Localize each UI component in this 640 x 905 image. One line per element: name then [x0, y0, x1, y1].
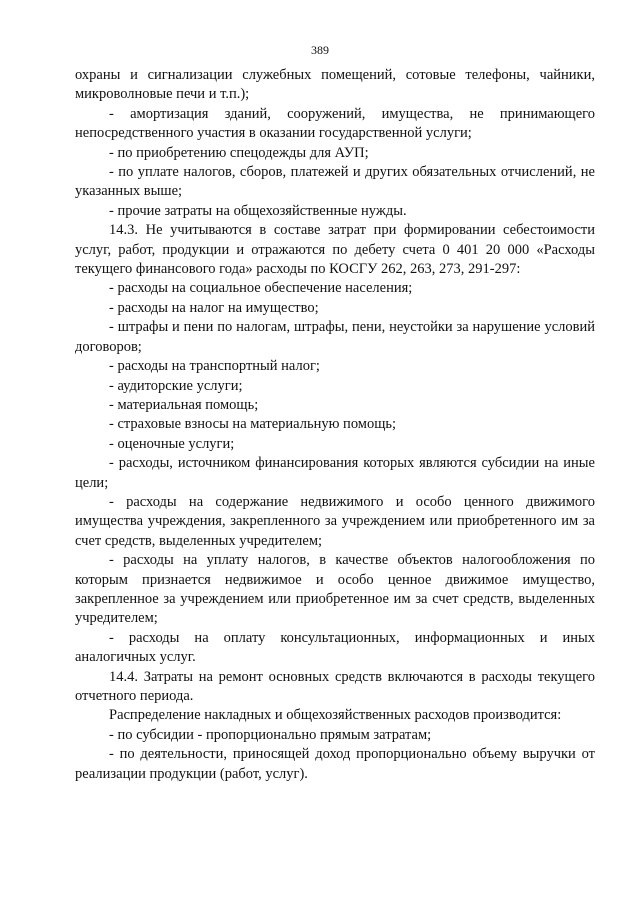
paragraph: - расходы на социальное обеспечение населения; — [109, 280, 413, 297]
paragraph: - расходы на налог на имущество; — [109, 299, 319, 316]
paragraph: - по уплате налогов, сборов, платежей и других обязательных отчислений, не указанных выше; — [75, 164, 595, 200]
paragraph: - штрафы и пени по налогам, штрафы, пени, неустойки за нарушение условий договоров; — [75, 319, 595, 355]
paragraph: - страховые взносы на материальную помощь; — [109, 416, 397, 433]
paragraph: Распределение накладных и общехозяйственных расходов производится: — [109, 707, 562, 724]
paragraph: - расходы на уплату налогов, в качестве объектов налогообложения по которым признается недвижимое и особо ценное движимое имущество, закрепленное за учреждением или приобретенное им за счет средств, выделенных учредителем; — [75, 552, 595, 627]
paragraph: - расходы на транспортный налог; — [109, 358, 320, 375]
paragraph: - аудиторские услуги; — [109, 377, 243, 394]
paragraph: - оценочные услуги; — [109, 435, 235, 452]
page-number: 389 — [311, 43, 329, 57]
section-14-3-paragraph: 14.3. Не учитываются в составе затрат при формировании себестоимости услуг, работ, продукции и отражаются по дебету счета 0 401 20 000 «Расходы текущего финансового года» расходы по КОСГУ 262, 263, 273, 291-297: — [75, 222, 595, 278]
paragraph: - расходы, источником финансирования которых являются субсидии на иные цели; — [75, 455, 595, 491]
paragraph: охраны и сигнализации служебных помещений, сотовые телефоны, чайники, микроволновые печи и т.п.); — [75, 67, 595, 103]
paragraph: - амортизация зданий, сооружений, имущества, не принимающего непосредственного участия в оказании государственной услуги; — [75, 105, 595, 142]
paragraph: - расходы на содержание недвижимого и особо ценного движимого имущества учреждения, закрепленного за учреждением или приобретенного им за счет средств, выделенных учредителем; — [75, 493, 595, 549]
paragraph: - по приобретению спецодежды для АУП; — [109, 144, 369, 161]
paragraph: - по субсидии - пропорционально прямым затратам; — [109, 726, 432, 743]
paragraph: - материальная помощь; — [109, 396, 259, 413]
paragraph: - расходы на оплату консультационных, информационных и иных аналогичных услуг. — [75, 629, 595, 666]
paragraph: - прочие затраты на общехозяйственные нужды. — [109, 202, 407, 219]
section-14-4-paragraph: 14.4. Затраты на ремонт основных средств включаются в расходы текущего отчетного периода. — [75, 668, 595, 704]
document-body — [75, 66, 595, 784]
paragraph: - по деятельности, приносящей доход пропорционально объему выручки от реализации продукции (работ, услуг). — [75, 746, 595, 782]
